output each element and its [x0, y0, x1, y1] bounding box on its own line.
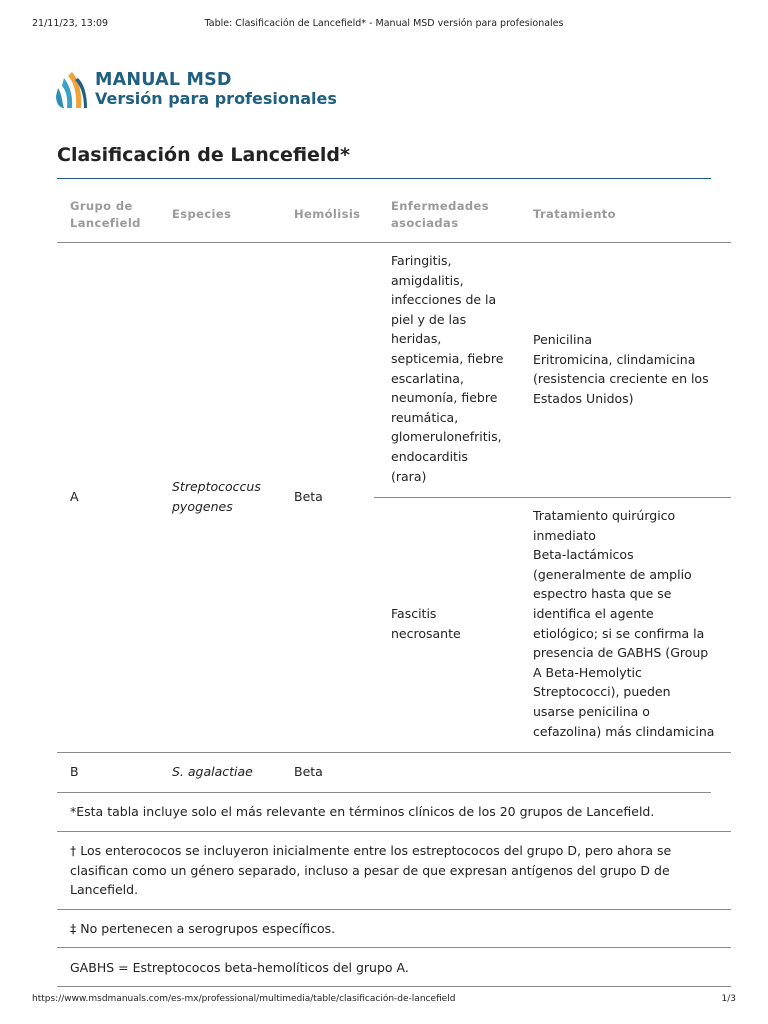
print-header: [32, 18, 736, 32]
table-bottom-rule: [57, 792, 711, 793]
hemolysis-cell: Beta: [294, 764, 323, 779]
header-group: Grupo de Lancefield: [70, 199, 141, 230]
print-footer: [32, 994, 736, 1008]
hemolysis-cell: Beta: [294, 489, 323, 504]
header-species: Especies: [172, 207, 232, 221]
footnote-dagger: † Los enterococos se incluyeron inicialmente entre los estreptococos del grupo D, pero ahora se clasifican como un género separado, incluso a pesar de que expresan antígenos del grupo D de Lancefield.: [70, 843, 672, 898]
group-cell: A: [70, 489, 79, 504]
header-treatment: Tratamiento: [533, 207, 616, 221]
treatment-cell: Tratamiento quirúrgico inmediato Beta-lactámicos (generalmente de amplio espectro hasta que se identifica el agente etiológico; si se confirma la presencia de GABHS (Group A Beta-Hemolytic Streptococci), pueden usarse penicilina o cefazolina) más clindamicina: [533, 508, 715, 739]
footnote-gabhs: GABHS = Estreptococos beta-hemolíticos del grupo A.: [70, 960, 409, 975]
logo-line1: MANUAL MSD: [95, 70, 232, 90]
header-divider: [57, 242, 731, 243]
print-url[interactable]: https://www.msdmanuals.com/es-mx/professional/multimedia/table/clasificación-de-lancefield: [32, 994, 456, 1004]
treatment-cell: Penicilina Eritromicina, clindamicina (resistencia creciente en los Estados Unidos): [533, 332, 709, 406]
row-divider: [57, 752, 731, 753]
footnote-divider: [57, 986, 731, 987]
msd-manual-logo[interactable]: [54, 68, 354, 112]
disease-cell: Fascitis necrosante: [391, 606, 461, 641]
footnote-divider: [57, 947, 731, 948]
page-title: Clasificación de Lancefield*: [57, 144, 350, 166]
print-datetime: 21/11/23, 13:09: [32, 18, 109, 29]
logo-line2: Versión para profesionales: [95, 89, 337, 108]
print-page-title: Table: Clasificación de Lancefield* - Manual MSD versión para profesionales: [204, 18, 564, 29]
msd-logo-icon: [54, 72, 88, 110]
subrow-divider: [374, 497, 731, 498]
footnote-divider: [57, 909, 731, 910]
footnote-double-dagger: ‡ No pertenecen a serogrupos específicos.: [70, 921, 336, 936]
title-divider: [57, 178, 711, 179]
disease-cell: Faringitis, amigdalitis, infecciones de la piel y de las heridas, septicemia, fiebre escarlatina, neumonía, fiebre reumática, glomerulonefritis, endocarditis (rara): [391, 253, 504, 484]
species-cell: S. agalactiae: [172, 764, 253, 779]
footnote-divider: [57, 831, 731, 832]
header-diseases: Enfermedades asociadas: [391, 199, 489, 230]
group-cell: B: [70, 764, 79, 779]
species-cell: Streptococcus pyogenes: [172, 479, 261, 514]
page-number: 1/3: [721, 994, 736, 1004]
footnote-asterisk: *Esta tabla incluye solo el más relevante en términos clínicos de los 20 grupos de Lancefield.: [70, 804, 655, 819]
header-hemolysis: Hemólisis: [294, 207, 361, 221]
